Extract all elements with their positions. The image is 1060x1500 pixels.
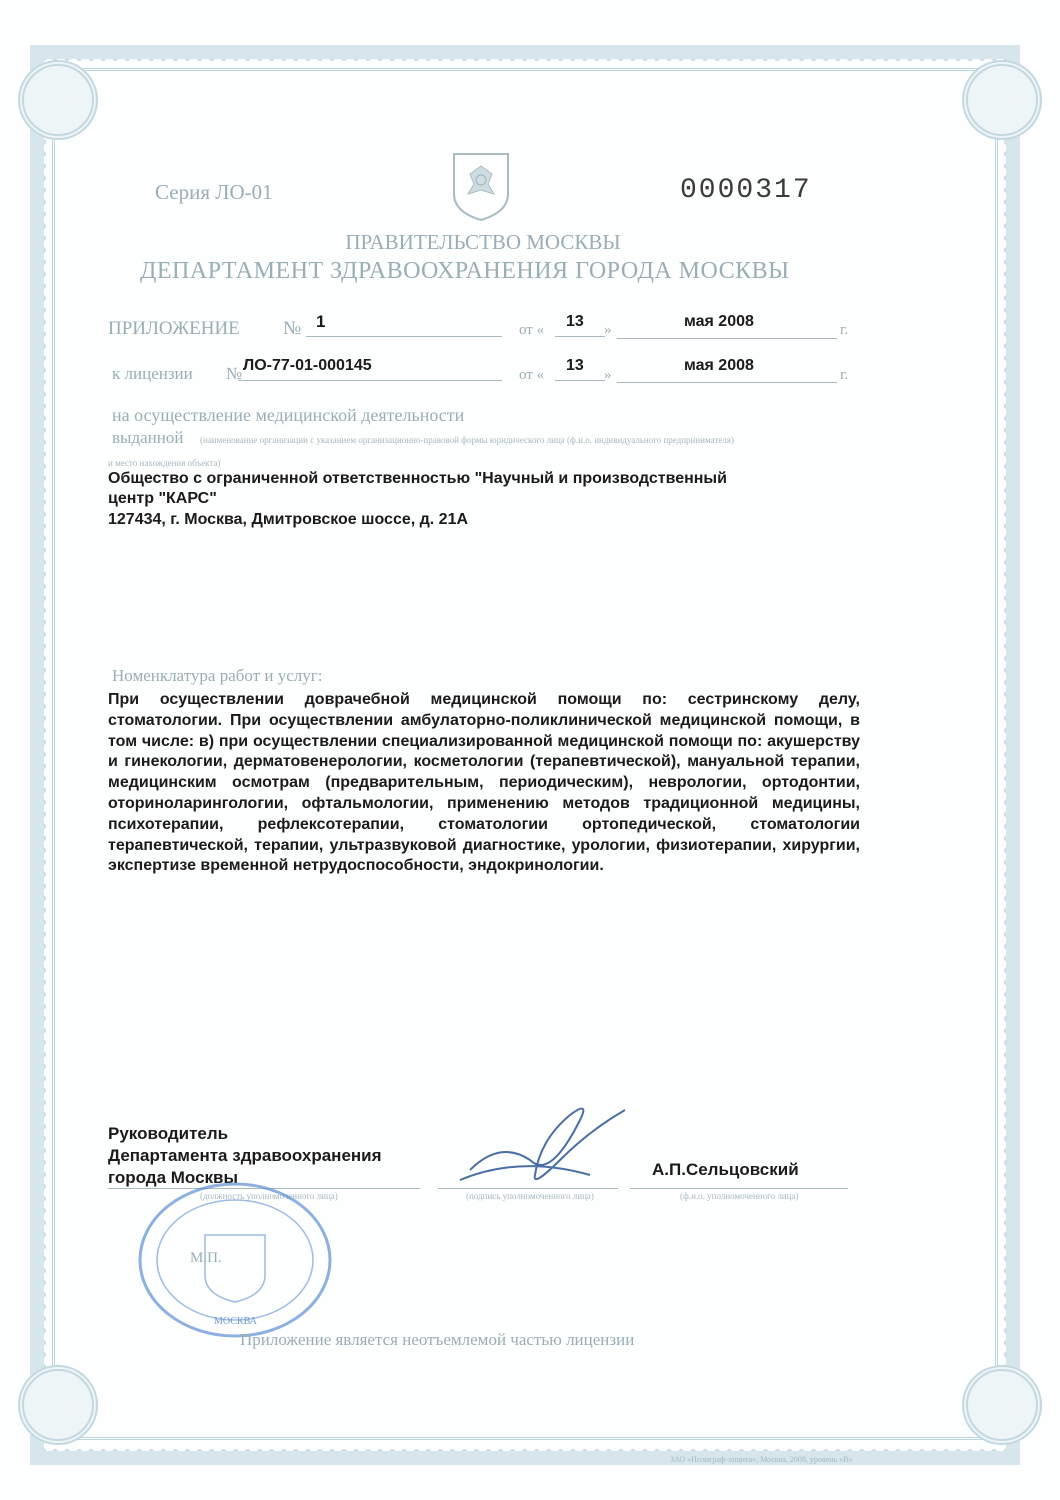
organization-address: 127434, г. Москва, Дмитровское шоссе, д. 21А: [108, 511, 469, 528]
license-no-label: №: [226, 364, 243, 383]
appendix-no-label: №: [283, 318, 302, 339]
signer-title-line1: Руководитель: [108, 1124, 229, 1143]
corner-rosette-top-left: [18, 60, 98, 140]
appendix-close-quote: »: [604, 322, 612, 338]
appendix-number: 1: [316, 312, 326, 331]
signature-line: [438, 1188, 618, 1189]
appendix-note: Приложение является неотъемлемой частью лицензии: [240, 1330, 635, 1349]
series-label: Серия ЛО-01: [155, 180, 273, 204]
corner-rosette-top-right: [962, 60, 1042, 140]
appendix-year-suffix: г.: [840, 322, 849, 338]
position-hint: (должность уполномоченного лица): [200, 1191, 338, 1201]
license-day-line: [555, 380, 605, 381]
license-number: ЛО-77-01-000145: [243, 357, 372, 374]
stamp-mark: М.П.: [190, 1250, 222, 1266]
appendix-from-label: от «: [519, 322, 545, 338]
license-number-line: [238, 380, 502, 381]
services-label: Номенклатура работ и услуг:: [112, 666, 323, 685]
printer-imprint: ЗАО «Полиграф-защита», Москва, 2008, уровень «В»: [670, 1455, 853, 1464]
name-line: [630, 1188, 848, 1189]
handwritten-signature-icon: [440, 1100, 640, 1195]
name-hint: (ф.и.о. уполномоченного лица): [680, 1191, 799, 1201]
license-year-suffix: г.: [840, 367, 849, 383]
services-list: При осуществлении доврачебной медицинской помощи по: сестринскому делу, стоматологии. При осуществлении амбулаторно-поликлинической медицинской помощи, в том числе: в) при осуществлении специализированной медицинской помощи по: акушерству и гинекологии, дерматовенерологии, косметологии (терапевтической), мануальной терапии, медицинским осмотрам (предварительным, периодическим), неврологии, ортодонтии, оториноларингологии, офтальмологии, применению методов традиционной медицины, психотерапии, рефлексотерапии, стоматологии ортопедической, стоматологии терапевтической, терапии, ультразвуковой диагностике, урологии, физиотерапии, хирургии, экспертизе временной нетрудоспособности, эндокринологии.: [108, 691, 860, 875]
license-month-year: мая 2008: [684, 357, 754, 374]
corner-rosette-bottom-right: [962, 1365, 1042, 1445]
appendix-label: ПРИЛОЖЕНИЕ: [108, 318, 240, 339]
department-heading: ДЕПАРТАМЕНТ ЗДРАВООХРАНЕНИЯ ГОРОДА МОСКВЫ: [140, 258, 790, 284]
signer-title-line2: Департамента здравоохранения: [108, 1146, 382, 1165]
license-day: 13: [566, 357, 584, 374]
organization-name-line2: центр "КАРС": [108, 490, 217, 507]
issued-hint-2: и место нахождения объекта): [108, 458, 221, 468]
issued-hint: (наименование организации с указанием организационно-правовой формы юридического лица (ф.и.о. индивидуального предпринимателя): [200, 435, 734, 445]
signer-title-line3: города Москвы: [108, 1168, 239, 1187]
license-close-quote: »: [604, 367, 612, 383]
government-heading: ПРАВИТЕЛЬСТВО МОСКВЫ: [345, 230, 621, 254]
signer-name: А.П.Сельцовский: [652, 1160, 799, 1179]
corner-rosette-bottom-left: [18, 1365, 98, 1445]
appendix-month-year: мая 2008: [684, 313, 754, 330]
license-from-label: от «: [519, 367, 545, 383]
license-date-line: [617, 382, 837, 383]
appendix-day-line: [555, 336, 605, 337]
signature-hint: (подпись уполномоченного лица): [466, 1191, 594, 1201]
organization-name-line1: Общество с ограниченной ответственностью "Научный и производственный: [108, 470, 727, 487]
license-label: к лицензии: [112, 364, 193, 383]
appendix-number-line: [306, 336, 502, 337]
appendix-day: 13: [566, 313, 584, 330]
appendix-date-line: [617, 338, 837, 339]
stamp-text: МОСКВА: [214, 1316, 257, 1327]
form-number: 0000317: [680, 175, 812, 206]
issued-label: выданной: [112, 428, 184, 447]
coat-of-arms-emblem-icon: [450, 150, 512, 222]
activity-purpose: на осуществление медицинской деятельности: [112, 405, 465, 425]
